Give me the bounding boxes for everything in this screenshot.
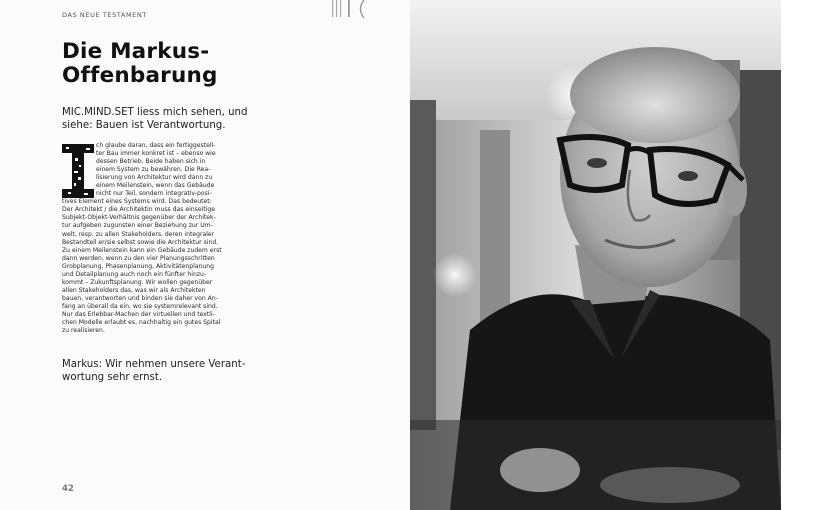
- body-line: tives Element eines Systems wird. Das bedeutet:: [62, 198, 212, 206]
- body-line: und Detailplanung auch noch ein fünfter hinzu-: [62, 270, 207, 278]
- page-number: 42: [62, 484, 74, 494]
- body-line: einem Meilenstein, wenn das Gebäude: [96, 182, 215, 190]
- body-line: ch glaube daran, dass ein fertiggestell-: [96, 142, 216, 149]
- body-line: Der Architekt / die Architektin muss das einseitige: [62, 206, 215, 214]
- right-margin: [781, 0, 820, 510]
- body-line: kommt – Zukunftsplanung. Wir wollen gegenüber: [62, 278, 213, 286]
- body-line: chen Modelle erlaubt es, nachhaltig ein gutes Spital: [62, 319, 221, 327]
- closing-statement: [62, 358, 262, 384]
- body-line: allen Stakeholders das, was wir als Architekten: [62, 286, 206, 294]
- body-line: Grobplanung, Phasenplanung, Aktivitätenplanung: [62, 262, 214, 270]
- running-head: DAS NEUE TESTAMENT: [62, 11, 147, 19]
- body-line: ter Bau immer konkret ist – ebenso wie: [96, 150, 216, 158]
- body-line: Bestandteil er/sie selbst sowie die Architektur sind.: [62, 238, 219, 246]
- body-line: zu realisieren.: [62, 327, 105, 335]
- portrait-photo: [410, 0, 781, 510]
- body-line: lisierung von Architektur wird dann zu: [96, 174, 213, 182]
- body-line: fang an überall da ein, wo sie systemrelevant sind.: [62, 302, 218, 310]
- title-line: Die Markus-: [62, 39, 210, 64]
- decorative-glyph-icon: [330, 0, 370, 20]
- body-line: dessen Betrieb. Beide haben sich in: [96, 158, 206, 166]
- body-line: nicht nur Teil, sondern integrativ-posi-: [96, 190, 212, 198]
- body-line: tur aufgeben zugunsten einer Beziehung zur Um-: [62, 222, 213, 230]
- body-line: einem System zu bewähren. Die Rea-: [96, 166, 211, 174]
- article-title: [62, 40, 362, 88]
- body-line: welt, resp. zu allen Stakeholders, deren integraler: [62, 230, 215, 238]
- closing-line: Markus: Wir nehmen unsere Verant-: [62, 359, 246, 370]
- body-line: Zu einem Meilenstein kann ein Gebäude zudem erst: [62, 246, 222, 254]
- title-line: Offenbarung: [62, 63, 218, 88]
- lead-line: siehe: Bauen ist Verantwortung.: [62, 120, 226, 131]
- body-line: Subjekt-Objekt-Verhältnis gegenüber der Architek-: [62, 214, 216, 222]
- body-paragraph: [62, 142, 247, 335]
- closing-line: wortung sehr ernst.: [62, 372, 163, 383]
- body-line: Nur das Erlebbar-Machen der virtuellen und textli-: [62, 310, 215, 318]
- body-line: bauen, verantworten und binden sie daher von An-: [62, 294, 218, 302]
- lead-paragraph: [62, 106, 252, 132]
- body-line: dann werden, wenn zu den vier Planungsschritten: [62, 254, 215, 262]
- lead-line: MIC.MIND.SET liess mich sehen, und: [62, 107, 248, 118]
